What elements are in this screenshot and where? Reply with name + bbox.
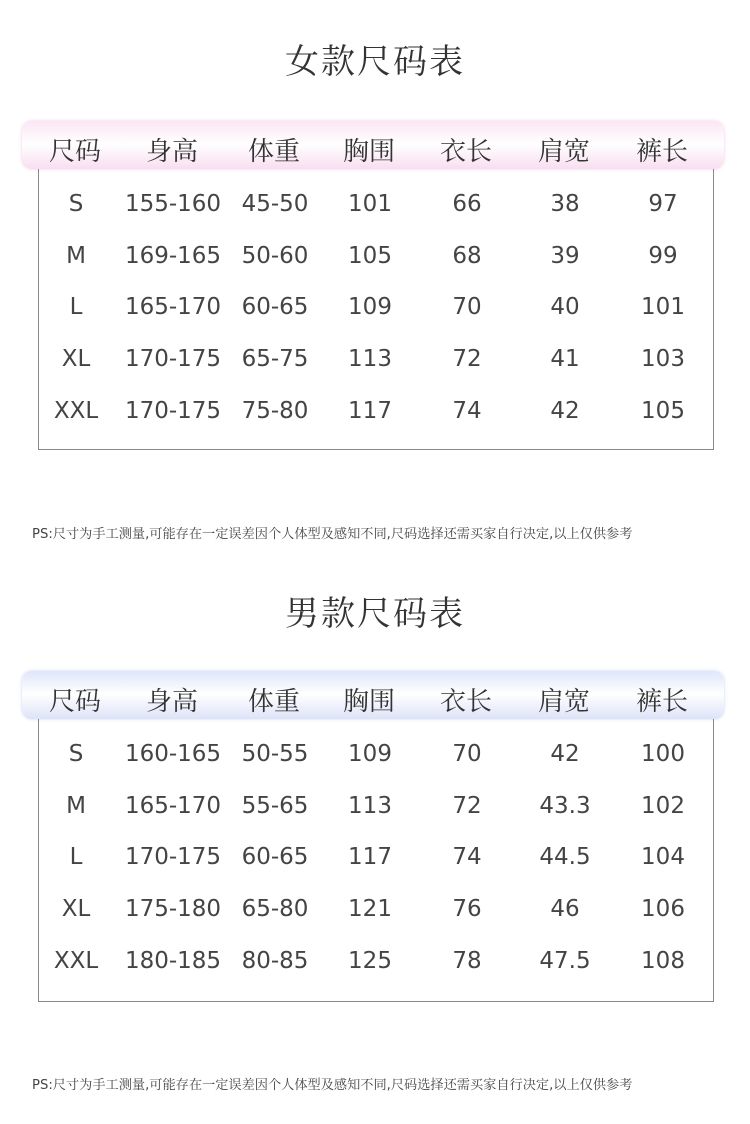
table-cell: 80-85 <box>241 947 309 974</box>
table-cell: 72 <box>452 346 482 373</box>
table-cell: 105 <box>641 397 685 424</box>
table-cell: 125 <box>348 947 392 974</box>
table-cell: 39 <box>550 242 580 269</box>
table-cell: 175-180 <box>124 896 222 923</box>
table-cell: 170-175 <box>124 397 222 424</box>
men-disclaimer-note: PS:尺寸为手工测量,可能存在一定误差因个人体型及感知不同,尺码选择还需买家自行决定,以上仅供参考 <box>32 1078 633 1093</box>
table-cell: 165-170 <box>124 792 222 819</box>
table-cell: XL <box>61 346 91 373</box>
table-cell: 74 <box>452 844 482 871</box>
table-row <box>39 392 713 432</box>
table-cell: 65-75 <box>241 346 309 373</box>
table-row <box>39 185 713 225</box>
women-size-chart-title: 女款尺码表 <box>285 42 465 82</box>
table-row <box>39 340 713 380</box>
table-cell: 155-160 <box>124 191 222 217</box>
men-header-6: 裤长 <box>635 687 688 717</box>
table-cell: 50-55 <box>241 741 309 767</box>
table-cell: 41 <box>550 346 580 373</box>
table-cell: 74 <box>452 397 482 424</box>
table-cell: 121 <box>348 896 392 923</box>
table-cell: 106 <box>641 896 685 923</box>
table-cell: 60-65 <box>241 294 309 321</box>
table-cell: 180-185 <box>124 947 222 974</box>
women-table-header <box>22 121 724 169</box>
table-cell: 101 <box>641 294 685 321</box>
table-cell: 65-80 <box>241 896 309 923</box>
table-cell: 101 <box>348 191 392 217</box>
table-cell: 55-65 <box>241 792 309 819</box>
men-header-4: 衣长 <box>439 687 492 717</box>
table-cell: 103 <box>641 346 685 373</box>
table-cell: 70 <box>452 294 482 321</box>
table-cell: 66 <box>452 191 482 217</box>
table-cell: 170-175 <box>124 346 222 373</box>
women-disclaimer-note: PS:尺寸为手工测量,可能存在一定误差因个人体型及感知不同,尺码选择还需买家自行决定,以上仅供参考 <box>32 527 633 542</box>
table-cell: 105 <box>348 242 392 269</box>
women-header-4: 衣长 <box>439 137 492 167</box>
table-cell: 46 <box>550 896 580 923</box>
table-cell: S <box>68 191 84 217</box>
table-cell: 109 <box>348 294 392 321</box>
table-cell: 70 <box>452 741 482 767</box>
table-row <box>39 237 713 277</box>
table-row <box>39 890 713 930</box>
table-row <box>39 942 713 982</box>
men-size-chart-title: 男款尺码表 <box>285 594 465 634</box>
table-cell: 50-60 <box>241 242 309 269</box>
women-header-3: 胸围 <box>342 137 395 167</box>
table-cell: M <box>66 792 86 819</box>
table-cell: 60-65 <box>241 844 309 871</box>
table-cell: 160-165 <box>124 741 222 767</box>
table-cell: 42 <box>550 397 580 424</box>
table-cell: 45-50 <box>241 191 309 217</box>
table-row <box>39 735 713 775</box>
table-cell: 117 <box>348 397 392 424</box>
table-row <box>39 838 713 878</box>
men-header-5: 肩宽 <box>537 687 590 717</box>
women-header-6: 裤长 <box>635 137 688 167</box>
table-cell: 108 <box>641 947 685 974</box>
table-cell: S <box>68 741 84 767</box>
men-header-3: 胸围 <box>342 687 395 717</box>
table-cell: 109 <box>348 741 392 767</box>
men-size-table <box>38 719 714 1002</box>
women-header-5: 肩宽 <box>537 137 590 167</box>
table-cell: 100 <box>641 741 685 767</box>
table-cell: XL <box>61 896 91 923</box>
men-header-2: 体重 <box>247 687 300 717</box>
women-header-0: 尺码 <box>48 137 101 167</box>
table-cell: 76 <box>452 896 482 923</box>
men-header-1: 身高 <box>145 687 198 717</box>
table-cell: 113 <box>348 346 392 373</box>
women-size-table <box>38 169 714 450</box>
table-cell: 113 <box>348 792 392 819</box>
men-header-0: 尺码 <box>48 687 101 717</box>
table-cell: XXL <box>53 397 99 424</box>
table-cell: 170-175 <box>124 844 222 871</box>
table-cell: 169-165 <box>124 242 222 269</box>
table-cell: 42 <box>550 741 580 767</box>
table-cell: 47.5 <box>539 947 591 974</box>
table-cell: L <box>69 294 83 321</box>
table-cell: 68 <box>452 242 482 269</box>
table-cell: 38 <box>550 191 580 217</box>
table-cell: 43.3 <box>539 792 591 819</box>
women-header-1: 身高 <box>145 137 198 167</box>
men-table-header <box>22 671 724 719</box>
table-cell: 75-80 <box>241 397 309 424</box>
table-cell: 104 <box>641 844 685 871</box>
table-cell: L <box>69 844 83 871</box>
table-cell: 44.5 <box>539 844 591 871</box>
table-cell: 97 <box>648 191 678 217</box>
table-cell: M <box>66 242 86 269</box>
table-row <box>39 787 713 827</box>
table-cell: 40 <box>550 294 580 321</box>
table-row <box>39 288 713 328</box>
table-cell: 117 <box>348 844 392 871</box>
women-header-2: 体重 <box>247 137 300 167</box>
table-cell: 72 <box>452 792 482 819</box>
table-cell: XXL <box>53 947 99 974</box>
table-cell: 102 <box>641 792 685 819</box>
table-cell: 78 <box>452 947 482 974</box>
table-cell: 165-170 <box>124 294 222 321</box>
table-cell: 99 <box>648 242 678 269</box>
